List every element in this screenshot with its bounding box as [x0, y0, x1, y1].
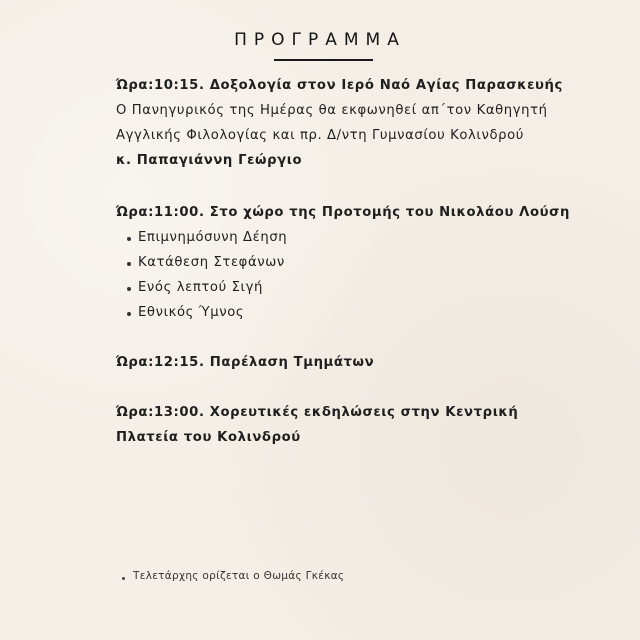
- list-item: Εθνικός Ύμνος: [138, 305, 245, 320]
- bullet-icon: [127, 262, 131, 266]
- bullet-icon: [122, 577, 125, 580]
- title-underline: [274, 59, 373, 61]
- list-item: Επιμνημόσυνη Δέηση: [138, 230, 288, 245]
- list-item: Ενός λεπτού Σιγή: [138, 280, 263, 295]
- section-10-15-text-line-1: Ο Πανηγυρικός της Ημέρας θα εκφωνηθεί απ΄τον Καθηγητή: [116, 103, 548, 118]
- page-title: ΠΡΟΓΡΑΜΜΑ: [234, 30, 406, 50]
- bullet-icon: [127, 237, 131, 241]
- section-10-15-speaker: κ. Παπαγιάννη Γεώργιο: [116, 153, 303, 168]
- bullet-icon: [127, 312, 131, 316]
- list-item: Κατάθεση Στεφάνων: [138, 255, 285, 270]
- section-10-15-text-line-2: Αγγλικής Φιλολογίας και πρ. Δ/ντη Γυμνασίου Κολινδρού: [116, 128, 524, 143]
- section-12-15-heading: Ώρα:12:15. Παρέλαση Τμημάτων: [116, 355, 375, 370]
- section-13-00-heading-line-1: Ώρα:13:00. Χορευτικές εκδηλώσεις στην Κεντρική: [116, 405, 519, 420]
- bullet-icon: [127, 287, 131, 291]
- footnote: Τελετάρχης ορίζεται ο Θωμάς Γκέκας: [133, 570, 345, 582]
- section-11-00-heading: Ώρα:11:00. Στο χώρο της Προτομής του Νικολάου Λούση: [116, 205, 570, 220]
- section-10-15-heading: Ώρα:10:15. Δοξολογία στον Ιερό Ναό Αγίας Παρασκευής: [116, 78, 563, 93]
- section-13-00-heading-line-2: Πλατεία του Κολινδρού: [116, 430, 301, 445]
